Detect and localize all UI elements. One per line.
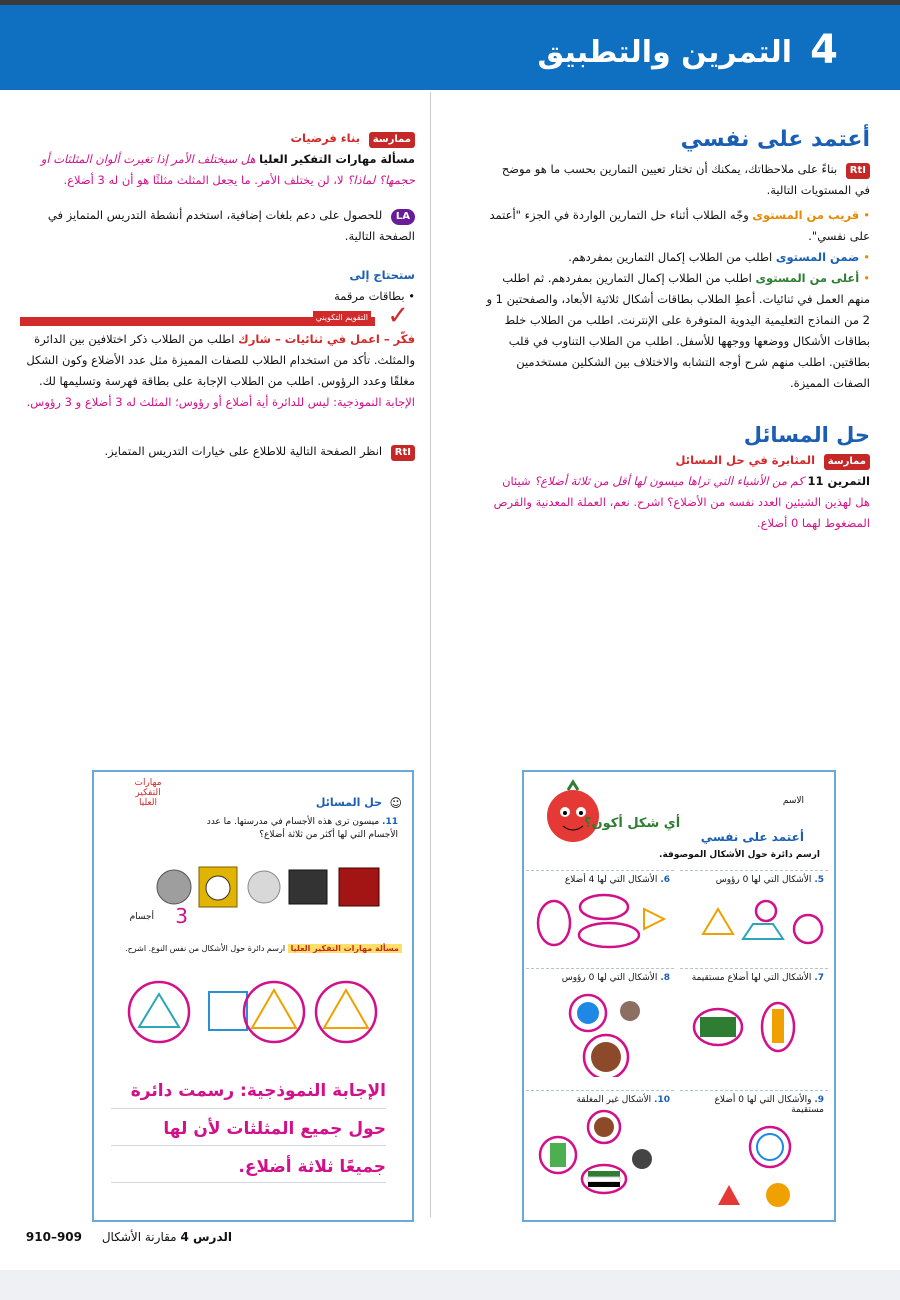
- hots-label: مسألة مهارات التفكير العليا: [259, 152, 415, 166]
- student-icon: ☺: [389, 796, 402, 810]
- practice-badge: ممارسة: [369, 132, 415, 148]
- think-pair-share-label: فكّر – اعمل في ثنائيات – شارك: [238, 332, 415, 346]
- lesson-title: مقارنة الأشكال: [101, 1230, 177, 1244]
- name-label: الاسم: [782, 796, 804, 806]
- problem-solving-heading: حل المسائل: [743, 423, 870, 447]
- answer-unit: أجسام: [129, 912, 154, 922]
- panel-instruction: ارسم دائرة حول الأشكال الموصوفة.: [659, 850, 820, 860]
- level-text: اطلب من الطلاب إكمال التمارين بمفردهم. ثم اطلب منهم العمل في ثنائيات. أعطِ الطلاب بطاقات أشكال ثلاثية الأبعاد، والصفحتين 1 و 2 من النماذج التعليمية اليدوية المتوفرة على الإنترنت. اطلب من الطلاب خلط بطاقات الأشكال ووضعها ووجهها للأسفل. اطلب من الطلاب التناوب في قلب بطاقتين. اطلب منهم شرح أوجه التشابه والاختلاف بين الشكلين مستخدمين الصفات المميزة.: [486, 271, 870, 390]
- hypothesis-title: بناء فرضيات: [290, 131, 361, 145]
- panel-title: حل المسائل: [315, 796, 382, 809]
- answer-value: 3: [175, 904, 188, 928]
- exercise-question: كم من الأشياء التي تراها ميسون لها أقل من ثلاثة أضلاع؟: [534, 474, 804, 488]
- cell-shapes: [534, 1109, 674, 1199]
- panel-heading: أعتمد على نفسي: [700, 830, 804, 844]
- triangle-shape: [252, 990, 296, 1028]
- cell-shapes: [534, 987, 674, 1077]
- formative-label: التقويم التكويني: [313, 311, 371, 325]
- right-column: [485, 125, 870, 534]
- cd-image: [248, 871, 280, 903]
- triangle-shape: [324, 990, 368, 1028]
- hots-question: هل سيختلف الأمر إذا تغيرت ألوان المثلثات أو حجمها؟ لماذا؟: [40, 152, 415, 187]
- cell-shapes: [688, 987, 828, 1067]
- level-label: قريب من المستوى: [752, 208, 860, 222]
- section-heading: أعتمد على نفسي: [680, 127, 870, 152]
- shapes-row: [124, 972, 394, 1052]
- materials-item: • بطاقات مرقمة: [334, 289, 415, 303]
- exercise-label: التمرين 11: [807, 474, 870, 488]
- cell-shapes: [534, 889, 674, 949]
- photo-frame-image: [289, 870, 327, 904]
- handwritten-answer: الإجابة النموذجية: رسمت دائرة حول جميع المثلثات لأن لها جميعًا ثلاثة أضلاع.: [111, 1072, 386, 1186]
- cell-shapes: [688, 1119, 828, 1209]
- intro-text: بناءً على ملاحظاتك، يمكنك أن تختار تعيين التمارين بحسب ما هو موضح في المستويات التالية.: [501, 162, 870, 197]
- exercise-answer: شيئان هل لهذين الشيئين العدد نفسه من الأضلاع؟ اشرح. نعم، العملة المعدنية والقرص المضغوط لهما 0 أضلاع.: [493, 474, 870, 530]
- hots-instruction: ارسم دائرة حول الأشكال من نفس النوع. اشرح.: [125, 944, 286, 953]
- square-shape: [209, 992, 247, 1030]
- rti-text: انظر الصفحة التالية للاطلاع على خيارات التدريس المتمايز.: [104, 444, 383, 458]
- checkmark-icon: ✓: [387, 301, 409, 331]
- page-title: التمرين والتطبيق: [537, 35, 792, 70]
- speech-bubble: أي شكل أكون؟: [584, 816, 681, 831]
- lesson-label: الدرس 4: [180, 1230, 232, 1244]
- hots-ribbon: مهارات التفكير العليا: [134, 778, 162, 808]
- triangle-shape: [139, 994, 179, 1027]
- model-answer: الإجابة النموذجية: ليس للدائرة أية أضلاع أو رؤوس؛ المثلث له 3 أضلاع و 3 رؤوس.: [26, 395, 415, 409]
- checkerboard-image: [339, 868, 379, 906]
- exercise-cell: 10. الأشكال غير المغلقة: [526, 1090, 674, 1217]
- level-item: •ضمن المستوى اطلب من الطلاب إكمال التمارين بمفردهم.: [568, 250, 870, 264]
- student-page-left: [92, 770, 414, 1222]
- level-label: أعلى من المستوى: [755, 271, 860, 285]
- rti-badge: RtI: [846, 163, 870, 179]
- page-numbers: 909–910: [25, 1230, 82, 1244]
- level-item: •قريب من المستوى وجّه الطلاب أثناء حل التمارين الواردة في الجزء "أعتمد على نفسي".: [489, 208, 870, 243]
- materials-title: ستحتاج إلى: [349, 268, 415, 282]
- left-column: [20, 128, 415, 462]
- rti-badge: RtI: [391, 445, 415, 461]
- question-text: ميسون ترى هذه الأجسام في مدرستها. ما عدد الأجسام التي لها أكثر من ثلاثة أضلاع؟: [206, 817, 398, 840]
- coin-image: [157, 870, 191, 904]
- exercise-cell: 9. والأشكال التي لها 0 أضلاع مستقيمة: [680, 1090, 828, 1217]
- question-number: 11.: [382, 817, 398, 827]
- exercise-cell: 6. الأشكال التي لها 4 أضلاع: [526, 870, 674, 967]
- student-page-right: [522, 770, 836, 1222]
- hots-answer: لا، لن يختلف الأمر. ما يجعل المثلث مثلثًا هو أن له 3 أضلاع.: [63, 173, 344, 187]
- column-divider: [430, 92, 431, 1217]
- level-text: وجّه الطلاب أثناء حل التمارين الواردة في الجزء "أعتمد على نفسي".: [489, 208, 870, 243]
- exercise-cell: 5. الأشكال التي لها 0 رؤوس: [680, 870, 828, 967]
- formative-bar: [20, 301, 415, 331]
- exercise-cell: 7. الأشكال التي لها أضلاع مستقيمة: [680, 968, 828, 1089]
- lesson-number: 4: [810, 27, 838, 73]
- tomato-mascot: [538, 776, 608, 846]
- hots-tag: مسألة مهارات التفكير العليا: [288, 944, 402, 953]
- level-item: •أعلى من المستوى اطلب من الطلاب إكمال التمارين بمفردهم. ثم اطلب منهم العمل في ثنائيات. أعطِ الطلاب بطاقات أشكال ثلاثية الأبعاد، والصفحتين 1 و 2 من النماذج التعليمية اليدوية المتوفرة على الإنترنت. اطلب من الطلاب خلط بطاقات الأشكال ووضعها ووجهها للأسفل. اطلب من الطلاب التناوب في قلب بطاقتين. اطلب منهم شرح أوجه التشابه والاختلاف بين الشكلين مستخدمين الصفات المميزة.: [486, 271, 870, 390]
- practice-title: المثابرة في حل المسائل: [675, 453, 816, 467]
- think-pair-share-text: اطلب من الطلاب ذكر اختلافين بين الدائرة والمثلث. تأكد من استخدام الطلاب للصفات المميزة مثل عدد الأضلاع وكون الشكل مغلقًا وعدد الرؤوس. اطلب من الطلاب الإجابة على بطاقة فهرسة وتسليمها لك.: [26, 332, 415, 388]
- header-banner: [0, 5, 900, 90]
- page-footer: [22, 1230, 232, 1246]
- practice-badge: ممارسة: [824, 454, 870, 470]
- objects-row: [154, 862, 404, 912]
- la-text: للحصول على دعم بلغات إضافية، استخدم أنشطة التدريس المتمايز في الصفحة التالية.: [47, 208, 415, 243]
- level-text: اطلب من الطلاب إكمال التمارين بمفردهم.: [568, 250, 773, 264]
- exercise-cell: 8. الأشكال التي لها 0 رؤوس: [526, 968, 674, 1089]
- level-label: ضمن المستوى: [775, 250, 860, 264]
- la-badge: LA: [391, 209, 415, 225]
- clock-face: [206, 876, 230, 900]
- cell-shapes: [688, 889, 828, 949]
